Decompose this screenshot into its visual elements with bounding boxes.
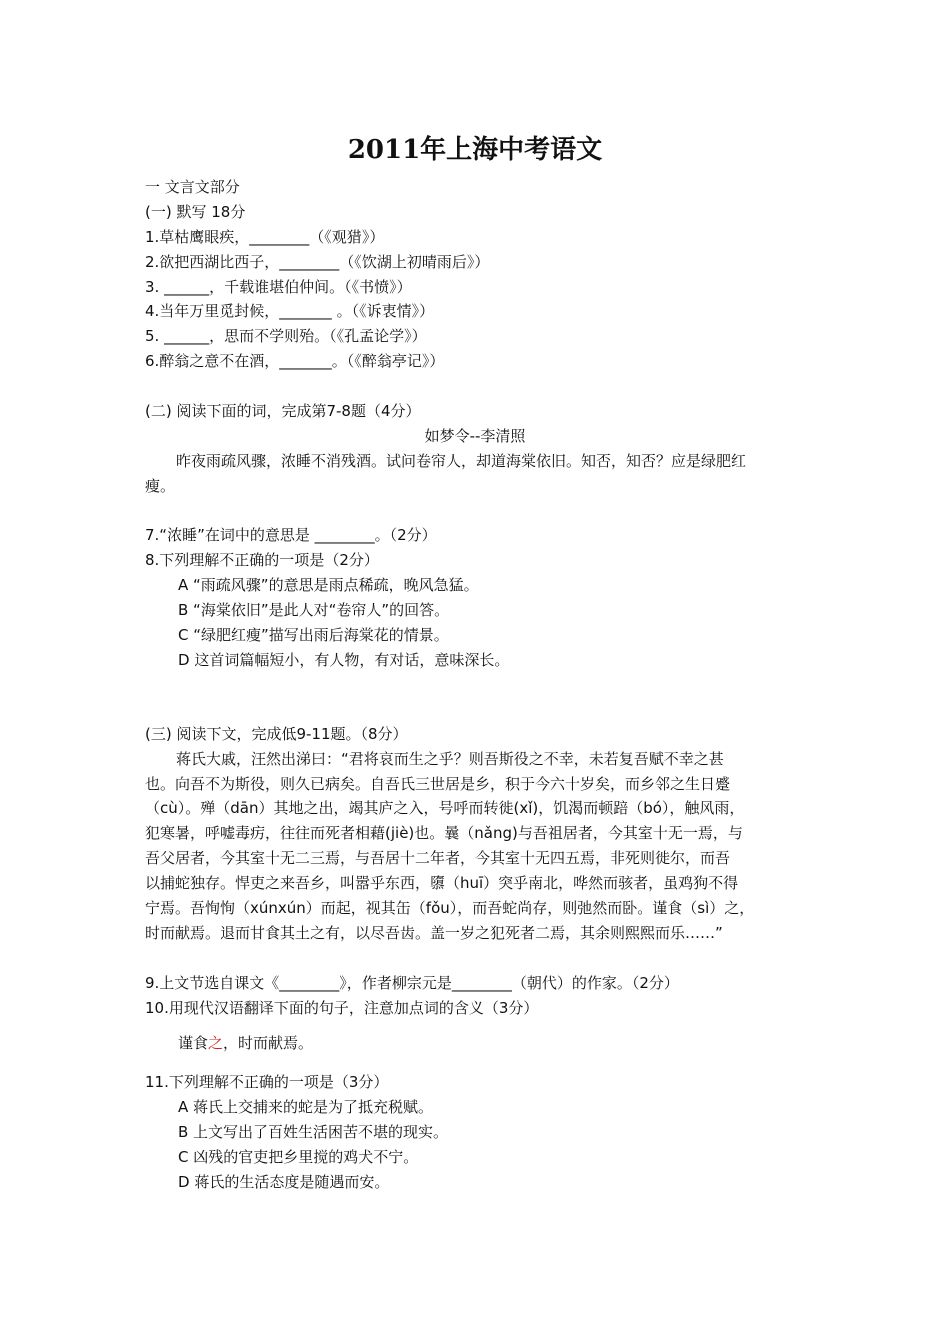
marked-word: 之 bbox=[208, 1034, 224, 1052]
question-11: 11.下列理解不正确的一项是（3分） bbox=[145, 1073, 389, 1091]
question-10: 10.用现代汉语翻译下面的句子，注意加点词的含义（3分） bbox=[145, 999, 539, 1017]
q8-option: A “雨疏风骤”的意思是雨点稀疏，晚风急猛。 bbox=[178, 576, 479, 594]
poem-text: 瘦。 bbox=[145, 477, 176, 495]
q10-text: 谨食 bbox=[178, 1034, 209, 1052]
dictation-item: 3. ______，千载谁堪伯仲间。（《书愤》） bbox=[145, 278, 412, 296]
passage-line: （cù）。殚（dān）其地之出，竭其庐之入，号呼而转徙(xǐ)，饥渴而顿踣（bó），触风雨， bbox=[145, 799, 745, 817]
q11-option: C 凶残的官吏把乡里搅的鸡犬不宁。 bbox=[178, 1148, 419, 1166]
q8-option: B “海棠依旧”是此人对“卷帘人”的回答。 bbox=[178, 601, 450, 619]
passage-line: 时而献焉。退而甘食其土之有，以尽吾齿。盖一岁之犯死者二焉，其余则熙熙而乐……” bbox=[145, 924, 723, 942]
q11-option: D 蒋氏的生活态度是随遇而安。 bbox=[178, 1173, 390, 1191]
dictation-item: 5. ______，思而不学则殆。（《孔孟论学》） bbox=[145, 327, 427, 345]
dictation-item: 2.欲把西湖比西子，________（《饮湖上初晴雨后》） bbox=[145, 253, 490, 271]
part3-header: (三) 阅读下文，完成低9-11题。（8分） bbox=[145, 725, 408, 743]
passage-line: 吾父居者，今其室十无二三焉，与吾居十二年者，今其室十无四五焉，非死则徙尔，而吾 bbox=[145, 849, 731, 867]
dictation-item: 1.草枯鹰眼疾，________（《观猎》） bbox=[145, 228, 385, 246]
q10-sentence bbox=[178, 1032, 858, 1054]
poem-text: 昨夜雨疏风骤，浓睡不消残酒。试问卷帘人，却道海棠依旧。知否，知否？应是绿肥红 bbox=[176, 452, 747, 470]
question-9: 9.上文节选自课文《________》，作者柳宗元是________（朝代）的作家。（2分） bbox=[145, 974, 679, 992]
dictation-item: 4.当年万里觅封候，_______ 。（《诉衷情》） bbox=[145, 302, 435, 320]
part1-header: (一) 默写 18分 bbox=[145, 203, 246, 221]
passage-line: 犯寒暑，呼嘘毒疠，往往而死者相藉(jiè)也。曩（nǎng)与吾祖居者，今其室十无一焉，与 bbox=[145, 824, 743, 842]
question-7: 7.“浓睡”在词中的意思是 ________。（2分） bbox=[145, 526, 437, 544]
q8-option: C “绿肥红瘦”描写出雨后海棠花的情景。 bbox=[178, 626, 449, 644]
q10-text: ，时而献焉。 bbox=[223, 1034, 314, 1052]
q11-option: B 上文写出了百姓生活困苦不堪的现实。 bbox=[178, 1123, 449, 1141]
question-8: 8.下列理解不正确的一项是（2分） bbox=[145, 551, 379, 569]
passage-line: 蒋氏大戚，汪然出涕曰：“君将哀而生之乎？则吾斯役之不幸，未若复吾赋不幸之甚 bbox=[176, 750, 724, 768]
passage-line: 宁焉。吾恂恂（xúnxún）而起，视其缶（fǒu），而吾蛇尚存，则弛然而卧。谨食（sì）之， bbox=[145, 899, 755, 917]
passage-line: 以捕蛇独存。悍吏之来吾乡，叫嚣乎东西，隳（huī）突乎南北，哗然而骇者，虽鸡狗不得 bbox=[145, 874, 739, 892]
section-header: 一 文言文部分 bbox=[145, 178, 240, 196]
dictation-item: 6.醉翁之意不在酒，_______。（《醉翁亭记》） bbox=[145, 352, 445, 370]
part2-header: (二) 阅读下面的词，完成第7-8题（4分） bbox=[145, 402, 421, 420]
passage-line: 也。向吾不为斯役，则久已病矣。自吾氏三世居是乡，积于今六十岁矣，而乡邻之生日蹙 bbox=[145, 775, 731, 793]
page-title: 2011年上海中考语文 bbox=[347, 135, 603, 165]
poem-title: 如梦令--李清照 bbox=[424, 427, 526, 445]
q8-option: D 这首词篇幅短小，有人物，有对话，意味深长。 bbox=[178, 651, 510, 669]
q11-option: A 蒋氏上交捕来的蛇是为了抵充税赋。 bbox=[178, 1098, 434, 1116]
